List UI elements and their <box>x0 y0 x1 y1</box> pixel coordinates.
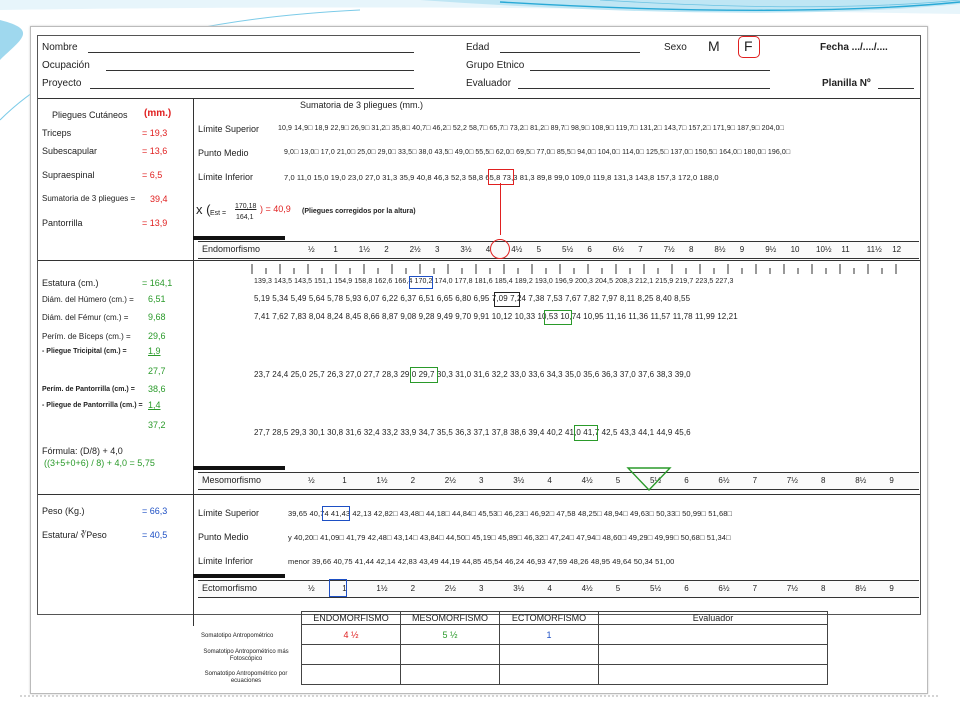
grupo-etnico-line <box>530 70 770 71</box>
peso-selected-box <box>322 506 350 521</box>
ectomorfismo-tick: 7 <box>752 584 758 593</box>
mesomorfismo-tick: 3½ <box>513 476 525 485</box>
endomorfismo-tick: 3 <box>435 245 440 254</box>
endomorfismo-tick: 11 <box>841 245 850 254</box>
somatotipo-ecto-cell <box>500 665 599 685</box>
endomorfismo-tick: 12 <box>892 245 902 254</box>
medida-label-6: Perím. de Pantorrilla (cm.) = <box>42 386 135 393</box>
meso-row-pantorrilla: 27,7 28,5 29,3 30,1 30,8 31,6 32,4 33,2 33,9 34,7 35,5 36,3 37,1 37,8 38,6 39,4 40,2 41,0 41,7 42,5 43,3 44,1 44,9 45,6 <box>254 428 691 437</box>
mesomorfismo-tick: 1 <box>342 476 347 485</box>
nombre-line <box>88 52 414 53</box>
endomorfismo-tick: 8 <box>689 245 694 254</box>
somatotipo-endo-cell <box>302 665 401 685</box>
medida-value-7: 1,4 <box>148 400 161 410</box>
sumatoria-label-inferior: Límite Inferior <box>198 172 254 182</box>
somatotipo-ecto-cell <box>500 645 599 665</box>
peso-value: = 66,3 <box>142 506 168 516</box>
sexo-m: M <box>708 38 720 54</box>
planilla-line <box>878 88 914 89</box>
endomorfismo-tick: 9 <box>739 245 745 254</box>
endomorfismo-tick: 10½ <box>816 245 832 254</box>
label-evaluador: Evaluador <box>466 78 512 89</box>
somatotipo-meso-cell <box>401 645 500 665</box>
pliegue-label-supraespinal: Supraespinal <box>42 170 95 180</box>
ocupacion-line <box>106 70 414 71</box>
ectomorfismo-tick: 6½ <box>718 584 730 593</box>
ectomorfismo-tick: 7½ <box>786 584 798 593</box>
somatotipo-row <box>302 625 828 645</box>
pliegue-label-sumatoria: Sumatoria de 3 pliegues = <box>42 194 136 203</box>
endomorfismo-scale <box>198 241 919 259</box>
form-frame <box>37 35 921 615</box>
somatotipo-ecto-value: 1 <box>500 625 599 645</box>
endo-thick-bar <box>193 236 285 240</box>
endo-selected-circle <box>490 239 510 259</box>
ectomorfismo-tick: 6 <box>684 584 689 593</box>
label-grupo-etnico: Grupo Etnico <box>466 60 525 71</box>
pliegue-value-pantorrilla: = 13,9 <box>142 218 168 228</box>
formula-numerator: 170,18 <box>235 203 257 210</box>
endomorfismo-tick: 7½ <box>663 245 675 254</box>
pliegue-value-sumatoria: 39,4 <box>150 194 168 204</box>
pliegues-title: Pliegues Cutáneos <box>52 110 128 120</box>
medida-label-2: Diám. del Fémur (cm.) = <box>42 313 129 322</box>
endomorfismo-label: Endomorfismo <box>202 244 261 254</box>
section2-divider <box>38 260 920 261</box>
endomorfismo-tick: 1 <box>333 245 338 254</box>
somatotipo-row-label-2: Somatotipo Antropométrico por ecuaciones <box>204 671 288 684</box>
medida-label-7: - Pliegue de Pantorrilla (cm.) = <box>42 402 143 409</box>
peso-row-medio: y 40,20□ 41,09□ 41,79 42,48□ 43,14□ 43,84□ 44,50□ 45,19□ 45,89□ 46,32□ 47,24□ 47,94□ 48,60□ 49,29□ 49,99□ 50,68□ 51,34□ <box>288 533 731 542</box>
somatotipo-endo-value: 4 ½ <box>302 625 401 645</box>
endomorfismo-tick: 4 <box>485 245 491 254</box>
section3-divider <box>38 494 920 495</box>
mesomorfismo-tick: 4 <box>547 476 552 485</box>
somatotipo-meso-cell <box>401 665 500 685</box>
pantorrilla-selected-box <box>574 425 598 441</box>
meso-row-biceps: 23,7 24,4 25,0 25,7 26,3 27,0 27,7 28,3 29,0 29,7 30,3 31,0 31,6 32,2 33,0 33,6 34,3 35,0 35,6 36,3 37,0 37,6 38,3 39,0 <box>254 370 691 379</box>
endomorfismo-tick: 9½ <box>765 245 777 254</box>
ectomorfismo-tick: ½ <box>308 584 315 593</box>
formula-prefix: x ( <box>196 202 211 217</box>
somatotipo-endo-cell <box>302 645 401 665</box>
medida-label-3: Perím. de Bíceps (cm.) = <box>42 332 131 341</box>
endomorfismo-tick: 2 <box>384 245 389 254</box>
medida-value-0: = 164,1 <box>142 278 173 288</box>
ectomorfismo-tick: 9 <box>889 584 894 593</box>
header-evaluador: Evaluador <box>599 612 828 625</box>
ectomorfismo-tick: 4½ <box>581 584 593 593</box>
medida-value-3: 29,6 <box>148 331 166 341</box>
mesomorfismo-tick: 6½ <box>718 476 730 485</box>
mesomorfismo-label: Mesomorfismo <box>202 475 262 485</box>
meso-row-femur: 7,41 7,62 7,83 8,04 8,24 8,45 8,66 8,87 9,08 9,28 9,49 9,70 9,91 10,12 10,33 10,53 10,74 10,95 11,16 11,36 11,57 11,78 11,99 12,21 <box>254 312 738 321</box>
mesomorfismo-tick: 4½ <box>581 476 593 485</box>
endomorfismo-tick: 6 <box>587 245 592 254</box>
mesomorfismo-tick: 8 <box>821 476 826 485</box>
sumatoria-row-superior: 10,9 14,9□ 18,9 22,9□ 26,9□ 31,2□ 35,8□ 40,7□ 46,2□ 52,2 58,7□ 65,7□ 73,2□ 81,2□ 89,7□ 98,9□ 108,9□ 119,7□ 131,2□ 143,7□ 157,2□ 171,9□ 187,9□ 204,0□ <box>278 125 784 132</box>
meso-row-humero: 5,19 5,34 5,49 5,64 5,78 5,93 6,07 6,22 6,37 6,51 6,65 6,80 6,95 7,09 7,24 7,38 7,53 7,67 7,82 7,97 8,11 8,25 8,40 8,55 <box>254 294 691 303</box>
medida-label-1: Diám. del Húmero (cm.) = <box>42 295 134 304</box>
meso-formula-label: Fórmula: (D/8) + 4,0 <box>42 446 123 456</box>
peso-row-inferior: menor 39,66 40,75 41,44 42,14 42,83 43,49 44,19 44,85 45,54 46,24 46,93 47,59 48,26 48,95 49,64 50,34 51,00 <box>288 557 675 566</box>
endomorfismo-tick: ½ <box>308 245 315 254</box>
header-mesomorfismo: MESOMORFISMO <box>401 612 500 625</box>
header-divider <box>38 98 920 99</box>
label-fecha: Fecha .../..../.... <box>820 42 888 53</box>
mesomorfismo-tick: 8½ <box>855 476 867 485</box>
left-swoosh <box>0 20 23 60</box>
pliegue-label-triceps: Triceps <box>42 128 72 138</box>
estatura-selected-box <box>409 276 433 289</box>
ecto-thick-bar <box>193 574 285 578</box>
medida-label-0: Estatura (cm.) <box>42 278 99 288</box>
somatotipo-evaluador-cell <box>599 625 828 645</box>
header-ectomorfismo: ECTOMORFISMO <box>500 612 599 625</box>
sumatoria-row-medio: 9,0□ 13,0□ 17,0 21,0□ 25,0□ 29,0□ 33,5□ 38,0 43,5□ 49,0□ 55,5□ 62,0□ 69,5□ 77,0□ 85,5□ 94,0□ 104,0□ 114,0□ 125,5□ 137,0□ 150,5□ 164,0□ 180,0□ 196,0□ <box>284 149 791 156</box>
ectomorfismo-tick: 2 <box>410 584 416 593</box>
label-nombre: Nombre <box>42 42 78 53</box>
pliegue-label-pantorrilla: Pantorrilla <box>42 218 83 228</box>
biceps-selected-box <box>410 367 438 383</box>
pliegue-value-triceps: = 19,3 <box>142 128 168 138</box>
mesomorfismo-tick: 1½ <box>376 476 388 485</box>
sexo-f-circle <box>738 36 760 58</box>
ectomorfismo-tick: 1 <box>342 584 347 593</box>
endomorfismo-tick: 8½ <box>714 245 726 254</box>
sexo-f: F <box>744 38 753 54</box>
ectomorfismo-tick: 2½ <box>444 584 456 593</box>
endomorfismo-tick: 3½ <box>460 245 472 254</box>
proyecto-line <box>90 88 414 89</box>
evaluador-line <box>518 88 770 89</box>
endomorfismo-tick: 11½ <box>866 245 882 254</box>
mesomorfismo-tick: 3 <box>479 476 484 485</box>
ectomorfismo-tick: 3 <box>479 584 484 593</box>
pliegue-label-subescapular: Subescapular <box>42 146 98 156</box>
mesomorfismo-tick: 9 <box>889 476 894 485</box>
ectomorfismo-tick: 5 <box>615 584 621 593</box>
endomorfismo-tick: 10 <box>790 245 800 254</box>
meso-selected-triangle <box>626 466 672 492</box>
medida-value-4: 1,9 <box>148 346 161 356</box>
meso-thick-bar <box>193 466 285 470</box>
somatotipo-table <box>301 611 828 685</box>
ectomorfismo-label: Ectomorfismo <box>202 583 258 593</box>
peso-label-inferior: Límite Inferior <box>198 556 254 566</box>
endomorfismo-tick: 7 <box>638 245 643 254</box>
sumatoria-title: Sumatoria de 3 pliegues (mm.) <box>300 100 424 110</box>
medida-label-4: - Pliegue Tricipital (cm.) = <box>42 348 127 355</box>
mesomorfismo-tick: 5 <box>615 476 621 485</box>
left-column-divider <box>193 98 194 626</box>
formula-note: (Pliegues corregidos por la altura) <box>302 208 416 215</box>
label-edad: Edad <box>466 42 490 53</box>
femur-selected-box <box>544 310 572 325</box>
pliegue-value-subescapular: = 13,6 <box>142 146 168 156</box>
formula-est: Est = <box>210 210 227 217</box>
endomorfismo-tick: 5 <box>536 245 542 254</box>
formula-denominator: 164,1 <box>236 214 254 221</box>
somatotipo-header-row <box>302 612 828 625</box>
peso-label-superior: Límite Superior <box>198 508 260 518</box>
ectomorfismo-tick: 3½ <box>513 584 525 593</box>
label-sexo: Sexo <box>664 42 687 53</box>
mesomorfismo-tick: 7½ <box>786 476 798 485</box>
somatotipo-evaluador-cell <box>599 645 828 665</box>
peso-row-superior: 39,65 40,74 41,43 42,13 42,82□ 43,48□ 44,18□ 44,84□ 45,53□ 46,23□ 46,92□ 47,58 48,25□ 48,94□ 49,63□ 50,33□ 50,99□ 51,68□ <box>288 509 733 518</box>
label-proyecto: Proyecto <box>42 78 82 89</box>
sumatoria-label-medio: Punto Medio <box>198 148 249 158</box>
ectomorfismo-scale <box>198 580 919 598</box>
ectomorfismo-tick: 5½ <box>650 584 662 593</box>
selected-sumatoria-box <box>488 169 514 185</box>
mesomorfismo-tick: 2½ <box>444 476 456 485</box>
endomorfismo-tick: 2½ <box>409 245 421 254</box>
endomorfismo-tick: 1½ <box>358 245 370 254</box>
endomorfismo-tick: 5½ <box>562 245 574 254</box>
somatotipo-evaluador-cell <box>599 665 828 685</box>
formula-result: ) = 40,9 <box>260 204 291 214</box>
endomorfismo-tick: 6½ <box>612 245 624 254</box>
somatotipo-row-label-1: Somatotipo Antropométrico más Fotoscópico <box>203 649 289 662</box>
medida-value-5: 27,7 <box>148 366 166 376</box>
meso-row-estatura: 139,3 143,5 143,5 151,1 154,9 158,8 162,6 166,4 170,2 174,0 177,8 181,6 185,4 189,2 193,0 196,9 200,3 204,5 208,3 212,1 215,9 219,7 223,5 227,3 <box>254 278 734 285</box>
somatotipo-row <box>302 665 828 685</box>
mesomorfismo-tick: ½ <box>308 476 315 485</box>
somatotipo-meso-value: 5 ½ <box>401 625 500 645</box>
estatura-peso-label: Estatura/ ∛Peso <box>42 530 107 540</box>
humero-selected-box <box>494 292 520 307</box>
ectomorfismo-tick: 4 <box>547 584 552 593</box>
label-planilla: Planilla Nº <box>822 78 871 89</box>
ecto-selected-box <box>329 579 347 597</box>
medida-value-6: 38,6 <box>148 384 166 394</box>
peso-label: Peso (Kg.) <box>42 506 85 516</box>
mesomorfismo-tick: 7 <box>752 476 758 485</box>
mesomorfismo-tick: 5½ <box>650 476 662 485</box>
endomorfismo-tick: 4½ <box>511 245 523 254</box>
sumatoria-label-superior: Límite Superior <box>198 124 260 134</box>
ectomorfismo-tick: 1½ <box>376 584 388 593</box>
medida-value-2: 9,68 <box>148 312 166 322</box>
medida-value-8: 37,2 <box>148 420 166 430</box>
pliegue-value-supraespinal: = 6,5 <box>142 170 163 180</box>
sumatoria-row-inferior: 7,0 11,0 15,0 19,0 23,0 27,0 31,3 35,9 40,8 46,3 52,3 58,8 65,8 73,3 81,3 89,8 99,0 109,0 119,8 131,3 143,8 157,3 172,0 188,0 <box>284 173 719 182</box>
somatotipo-row <box>302 645 828 665</box>
meso-formula-calc: ((3+5+0+6) / 8) + 4,0 = 5,75 <box>44 458 155 468</box>
estatura-ruler <box>248 264 918 274</box>
mesomorfismo-tick: 2 <box>410 476 416 485</box>
endo-pointer-line <box>500 183 501 235</box>
pliegues-unit: (mm.) <box>144 108 172 119</box>
estatura-peso-value: = 40,5 <box>142 530 168 540</box>
medida-value-1: 6,51 <box>148 294 166 304</box>
ectomorfismo-tick: 8½ <box>855 584 867 593</box>
mesomorfismo-scale <box>198 472 919 490</box>
ectomorfismo-tick: 8 <box>821 584 826 593</box>
label-ocupacion: Ocupación <box>42 60 90 71</box>
somatotipo-row-label-0: Somatotipo Antropométrico <box>201 633 274 639</box>
edad-line <box>500 52 640 53</box>
mesomorfismo-tick: 6 <box>684 476 689 485</box>
header-endomorfismo: ENDOMORFISMO <box>302 612 401 625</box>
somatotype-sheet <box>30 26 928 694</box>
peso-label-medio: Punto Medio <box>198 532 249 542</box>
